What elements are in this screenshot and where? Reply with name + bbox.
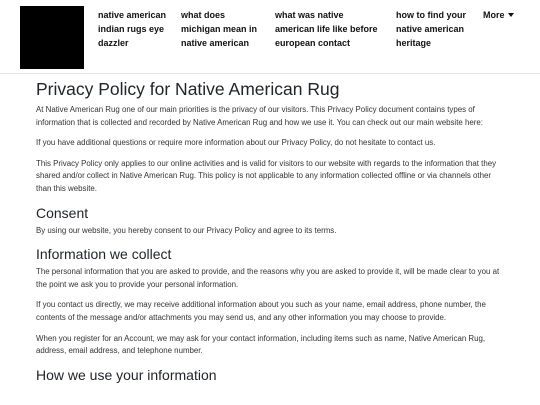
page-title: Privacy Policy for Native American Rug [36, 79, 340, 99]
intro-paragraph: If you have additional questions or require more information about our Privacy Policy, do not hesitate to contact us. [36, 138, 436, 148]
intro-paragraph: This Privacy Policy only applies to our online activities and is valid for visitors to our website with regards to the information that they shared and/or collect in Native American Rug. This policy is not applicable to any information collected offline or via channels other than this website. [36, 158, 497, 193]
top-navbar [0, 0, 540, 74]
nav-link-michigan-meaning[interactable]: what does michigan mean in native american [181, 10, 258, 48]
intro-paragraph: At Native American Rug one of our main priorities is the privacy of our visitors. This Privacy Policy document contains types of information that is collected and recorded by Native American Rug and how we use it. You can check out our main website here: [36, 105, 483, 127]
consent-paragraph: By using our website, you hereby consent to our Privacy Policy and agree to its terms. [36, 225, 337, 235]
site-logo[interactable] [20, 6, 84, 69]
consent-heading: Consent [36, 204, 89, 221]
caret-down-icon [508, 13, 514, 17]
more-label: More [483, 10, 505, 20]
information-paragraph: If you contact us directly, we may receive additional information about you such as your name, email address, phone number, the contents of the message and/or attachments you may send us, and any other information you may choose to provide. [36, 300, 486, 322]
how-we-use-heading: How we use your information [36, 366, 217, 383]
nav-link-native-american-life[interactable]: what was native american life like before european contact [275, 10, 378, 48]
nav-link-native-american-indian-rugs[interactable]: native american indian rugs eye dazzler [98, 10, 167, 48]
information-collect-heading: Information we collect [36, 246, 172, 263]
nav-link-find-heritage[interactable]: how to find your native american heritage [396, 10, 466, 48]
information-paragraph: The personal information that you are asked to provide, and the reasons why you are asked to provide it, will be made clear to you at the point we ask you to provide your personal information. [36, 267, 500, 289]
main-content [36, 76, 504, 387]
information-paragraph: When you register for an Account, we may ask for your contact information, including items such as name, Native American Rug, address, email address, and telephone number. [36, 333, 486, 356]
more-dropdown-button[interactable] [483, 8, 523, 22]
